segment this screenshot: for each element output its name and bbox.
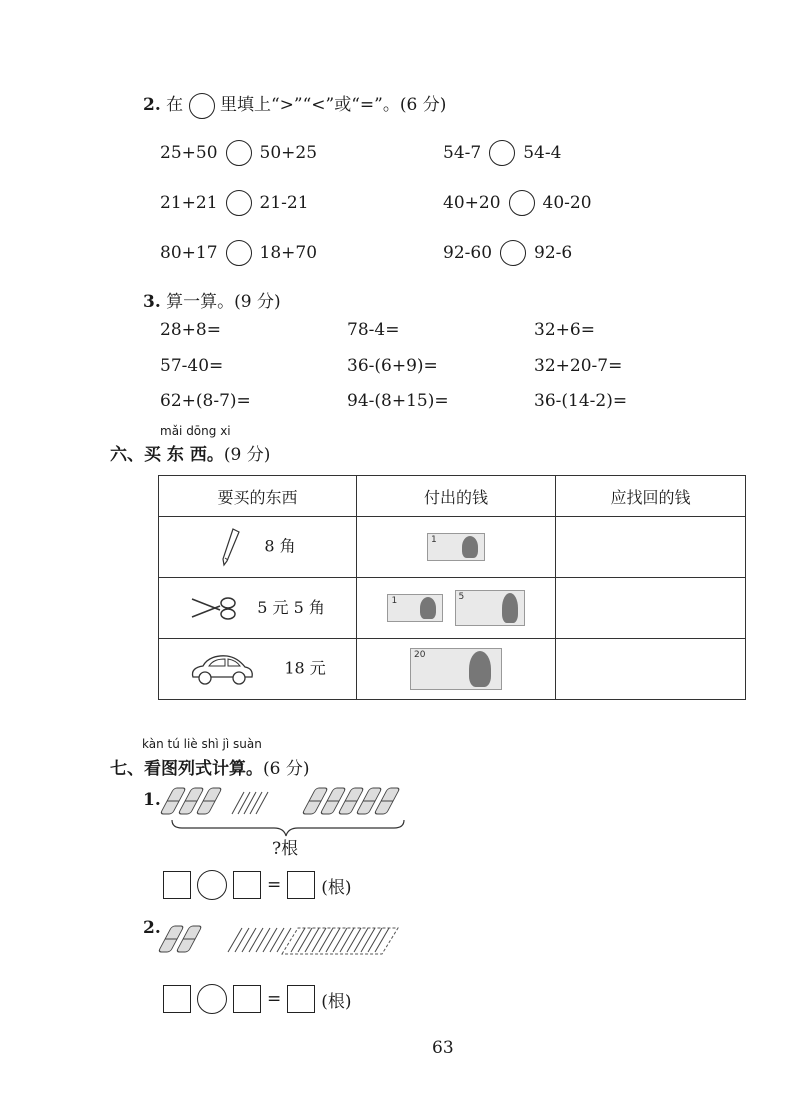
calc-item: 28+8= — [160, 320, 221, 340]
table-row — [159, 517, 746, 578]
expr: 80+17 — [160, 243, 218, 263]
q2-number: 2. — [143, 95, 161, 115]
p2-equation — [163, 984, 352, 1014]
unit-label: (根) — [321, 877, 352, 898]
p2-number: 2. — [143, 918, 161, 938]
price: 8 角 — [264, 536, 296, 556]
page-number: 63 — [432, 1038, 454, 1058]
expr: 25+50 — [160, 143, 218, 163]
change-cell[interactable] — [556, 578, 746, 639]
q3-number: 3. — [143, 292, 161, 312]
note-value: 1 — [391, 596, 398, 606]
q2-title-post: 里填上“>”“<”或“=”。(6 分) — [219, 95, 447, 115]
banknote-icon — [427, 533, 485, 561]
answer-box[interactable] — [287, 985, 315, 1013]
table-row — [159, 578, 746, 639]
paid-cell — [357, 578, 556, 639]
expr: 92-60 — [443, 243, 493, 263]
s7-pinyin: kàn tú liè shì jì suàn — [142, 737, 262, 751]
calc-item: 36-(14-2)= — [534, 391, 628, 411]
q2-row3-left — [160, 240, 317, 266]
equals-sign: = — [267, 989, 282, 1009]
item-cell — [159, 578, 357, 639]
expr: 21+21 — [160, 193, 218, 213]
change-cell[interactable] — [556, 517, 746, 578]
expr: 21-21 — [259, 193, 309, 213]
table-header-row — [159, 476, 746, 517]
answer-box[interactable] — [233, 985, 261, 1013]
calc-item: 32+20-7= — [534, 356, 623, 376]
table-row — [159, 639, 746, 700]
unit-label: (根) — [321, 991, 352, 1012]
answer-box[interactable] — [287, 871, 315, 899]
note-value: 5 — [458, 592, 465, 602]
p1-number: 1. — [143, 790, 161, 810]
q2-row1-left — [160, 140, 317, 166]
s7-heading — [110, 754, 309, 779]
q2-title-pre: 在 — [166, 95, 184, 115]
operator-circle[interactable] — [197, 870, 227, 900]
answer-circle[interactable] — [500, 240, 526, 266]
q2-title — [143, 90, 446, 119]
q2-row3-right — [443, 240, 572, 266]
calc-item: 62+(8-7)= — [160, 391, 251, 411]
answer-box[interactable] — [163, 985, 191, 1013]
expr: 40-20 — [542, 193, 592, 213]
calc-item: 57-40= — [160, 356, 224, 376]
banknote-icon — [455, 590, 525, 626]
s6-points: (9 分) — [223, 445, 271, 465]
answer-circle[interactable] — [226, 240, 252, 266]
s6-title: 六、买 东 西。 — [110, 445, 224, 465]
expr: 92-6 — [534, 243, 573, 263]
answer-circle[interactable] — [226, 140, 252, 166]
s7-points: (6 分) — [263, 759, 310, 779]
scissors-icon — [190, 595, 238, 621]
expr: 40+20 — [443, 193, 501, 213]
p1-equation — [163, 870, 352, 900]
q2-row1-right — [443, 140, 561, 166]
paid-cell — [357, 639, 556, 700]
q3-title-text: 算一算。(9 分) — [166, 292, 281, 312]
brace-label: ?根 — [272, 839, 299, 859]
pencil-icon — [219, 527, 241, 567]
paid-cell — [357, 517, 556, 578]
q3-title — [143, 287, 281, 312]
expr: 54-7 — [443, 143, 482, 163]
expr: 18+70 — [259, 243, 318, 263]
calc-item: 36-(6+9)= — [347, 356, 438, 376]
operator-circle[interactable] — [197, 984, 227, 1014]
expr: 54-4 — [523, 143, 562, 163]
sticks-bundles-icon — [158, 784, 418, 840]
price: 5 元 5 角 — [257, 597, 325, 617]
equals-sign: = — [267, 875, 282, 895]
header-item: 要买的东西 — [159, 476, 357, 517]
expr: 50+25 — [259, 143, 318, 163]
q2-row2-right — [443, 190, 592, 216]
banknote-icon — [410, 648, 502, 690]
answer-circle[interactable] — [509, 190, 535, 216]
sticks-bundles-icon — [158, 922, 408, 960]
calc-item: 94-(8+15)= — [347, 391, 449, 411]
s6-pinyin: mǎi dōng xi — [160, 424, 231, 438]
toy-car-icon — [189, 651, 255, 687]
note-value: 20 — [414, 650, 426, 660]
q2-circle-icon — [189, 93, 215, 119]
header-paid: 付出的钱 — [357, 476, 556, 517]
item-cell — [159, 639, 357, 700]
answer-circle[interactable] — [489, 140, 515, 166]
shopping-table — [158, 475, 746, 700]
item-cell — [159, 517, 357, 578]
price: 18 元 — [284, 658, 326, 678]
s6-heading — [110, 440, 270, 465]
s7-title: 七、看图列式计算。 — [110, 759, 263, 779]
answer-circle[interactable] — [226, 190, 252, 216]
calc-item: 32+6= — [534, 320, 595, 340]
banknote-icon — [387, 594, 443, 622]
calc-item: 78-4= — [347, 320, 400, 340]
answer-box[interactable] — [233, 871, 261, 899]
q2-row2-left — [160, 190, 309, 216]
answer-box[interactable] — [163, 871, 191, 899]
note-value: 1 — [431, 535, 437, 545]
header-change: 应找回的钱 — [556, 476, 746, 517]
change-cell[interactable] — [556, 639, 746, 700]
